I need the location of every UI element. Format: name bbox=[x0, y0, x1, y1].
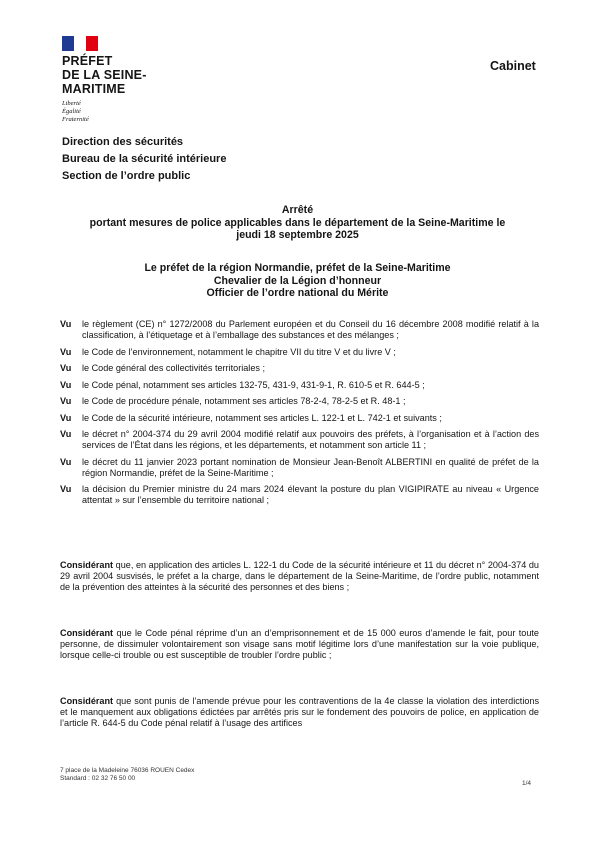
vu-text: le décret du 11 janvier 2023 portant nomination de Monsieur Jean-Benoît ALBERTINI en qualité de préfet de la région Normandie, préfet de la Seine-Maritime ; bbox=[82, 456, 539, 478]
vu-text: le décret n° 2004-374 du 29 avril 2004 modifié relatif aux pouvoirs des préfets, à l’organisation et à l’action des services de l’État dans les régions, et les départements, et notamment son article 11 ; bbox=[82, 429, 539, 450]
considerant-label: Considérant bbox=[60, 696, 114, 706]
authority-merit: Officier de l’ordre national du Mérite bbox=[206, 287, 389, 299]
vu-item bbox=[60, 363, 539, 374]
vu-item bbox=[60, 347, 539, 358]
vu-list bbox=[60, 319, 539, 512]
logo-line: MARITIME bbox=[62, 82, 126, 96]
signing-authority bbox=[60, 262, 535, 300]
flag-red-stripe bbox=[86, 36, 98, 51]
vu-label: Vu bbox=[60, 484, 72, 494]
vu-text: le Code général des collectivités territoriales ; bbox=[82, 363, 265, 373]
motto-line: Fraternité bbox=[62, 116, 89, 123]
republic-flag-icon bbox=[62, 36, 98, 51]
vu-item bbox=[60, 319, 539, 341]
vu-label: Vu bbox=[60, 346, 72, 357]
vu-label: Vu bbox=[60, 363, 72, 373]
vu-item bbox=[60, 484, 539, 506]
footer-phone: Standard : 02 32 76 50 00 bbox=[60, 775, 136, 782]
vu-item bbox=[60, 457, 539, 479]
flag-blue-stripe bbox=[62, 36, 74, 51]
logo-line: PRÉFET bbox=[62, 54, 113, 68]
vu-item bbox=[60, 429, 539, 451]
considerant-text: que sont punis de l’amende prévue pour les contraventions de la 4e classe la violation des interdictions et le manquement aux obligations édictées par arrêtés pris sur le fondement des pouvoirs de police, en application de l’article R. 644-5 du Code pénal relatif à l’usage des artifices bbox=[60, 696, 540, 728]
vu-text: le règlement (CE) n° 1272/2008 du Parlement européen et du Conseil du 16 décembre 2008 modifié relatif à la classification, à l’étiquetage et à l’emballage des substances et des mélanges ; bbox=[82, 319, 539, 340]
section-name: Section de l’ordre public bbox=[62, 170, 191, 182]
title-heading: Arrêté bbox=[281, 204, 314, 216]
vu-label: Vu bbox=[60, 319, 72, 329]
considerant-label: Considérant bbox=[60, 628, 114, 638]
considerant-paragraph bbox=[60, 696, 539, 729]
vu-text: le Code de procédure pénale, notamment ses articles 78-2-4, 78-2-5 et R. 48-1 ; bbox=[82, 396, 406, 406]
direction-name: Direction des sécurités bbox=[62, 136, 184, 148]
authority-title: Le préfet de la région Normandie, préfet de la Seine-Maritime bbox=[144, 262, 451, 274]
considerant-text: que, en application des articles L. 122-1 du Code de la sécurité intérieure et 11 du décret n° 2004-374 du 29 avril 2004 susvisés, le préfet a la charge, dans le département de la Seine-Maritime, de l’ordre public, notamment de la prévention des atteintes à la sécurité des personnes et des biens ; bbox=[60, 560, 539, 592]
vu-item bbox=[60, 396, 539, 407]
vu-text: la décision du Premier ministre du 24 mars 2024 élevant la posture du plan VIGIPIRATE au niveau « Urgence attentat » sur l’ensemble du territoire national ; bbox=[82, 484, 539, 505]
vu-label: Vu bbox=[60, 396, 72, 406]
cabinet-label: Cabinet bbox=[490, 59, 536, 73]
vu-text: le Code pénal, notamment ses articles 132-75, 431-9, 431-9-1, R. 610-5 et R. 644-5 ; bbox=[82, 379, 425, 390]
motto-line: Égalité bbox=[62, 108, 81, 115]
title-date: jeudi 18 septembre 2025 bbox=[236, 229, 359, 241]
authority-honor: Chevalier de la Légion d’honneur bbox=[213, 274, 382, 287]
vu-label: Vu bbox=[60, 456, 72, 467]
motto-line: Liberté bbox=[62, 100, 81, 107]
republic-motto bbox=[62, 100, 89, 124]
vu-text: le Code de l’environnement, notamment le chapitre VII du titre V et du livre V ; bbox=[82, 346, 396, 357]
footer-address: 7 place de la Madeleine 76036 ROUEN Cedex bbox=[60, 767, 195, 774]
vu-text: le Code de la sécurité intérieure, notamment ses articles L. 122-1 et L. 742-1 et suivants ; bbox=[82, 412, 442, 423]
title-subtitle: portant mesures de police applicables dans le département de la Seine-Maritime le bbox=[89, 216, 506, 229]
considerant-label: Considérant bbox=[60, 560, 114, 570]
considerant-paragraph bbox=[60, 560, 539, 593]
issuing-service bbox=[62, 134, 226, 185]
prefecture-logo bbox=[62, 54, 147, 96]
footer-contact bbox=[60, 767, 194, 783]
vu-item bbox=[60, 413, 539, 424]
vu-label: Vu bbox=[60, 379, 72, 390]
flag-white-stripe bbox=[74, 36, 86, 51]
vu-item bbox=[60, 380, 539, 391]
considerant-text: que le Code pénal réprime d’un an d’emprisonnement et de 15 000 euros d’amende le fait, pour toute personne, de dissimuler volontairement son visage sans motif légitime lors d’une manifestation sur la voie publique, lorsque celle-ci trouble ou est susceptible de troubler l’ordre public ; bbox=[60, 628, 539, 660]
vu-label: Vu bbox=[60, 429, 72, 439]
logo-line: DE LA SEINE- bbox=[62, 68, 147, 82]
page-number: 1/4 bbox=[522, 780, 532, 787]
document-title bbox=[60, 204, 535, 242]
vu-label: Vu bbox=[60, 412, 72, 423]
considerant-paragraph bbox=[60, 628, 539, 661]
bureau-name: Bureau de la sécurité intérieure bbox=[62, 153, 227, 165]
